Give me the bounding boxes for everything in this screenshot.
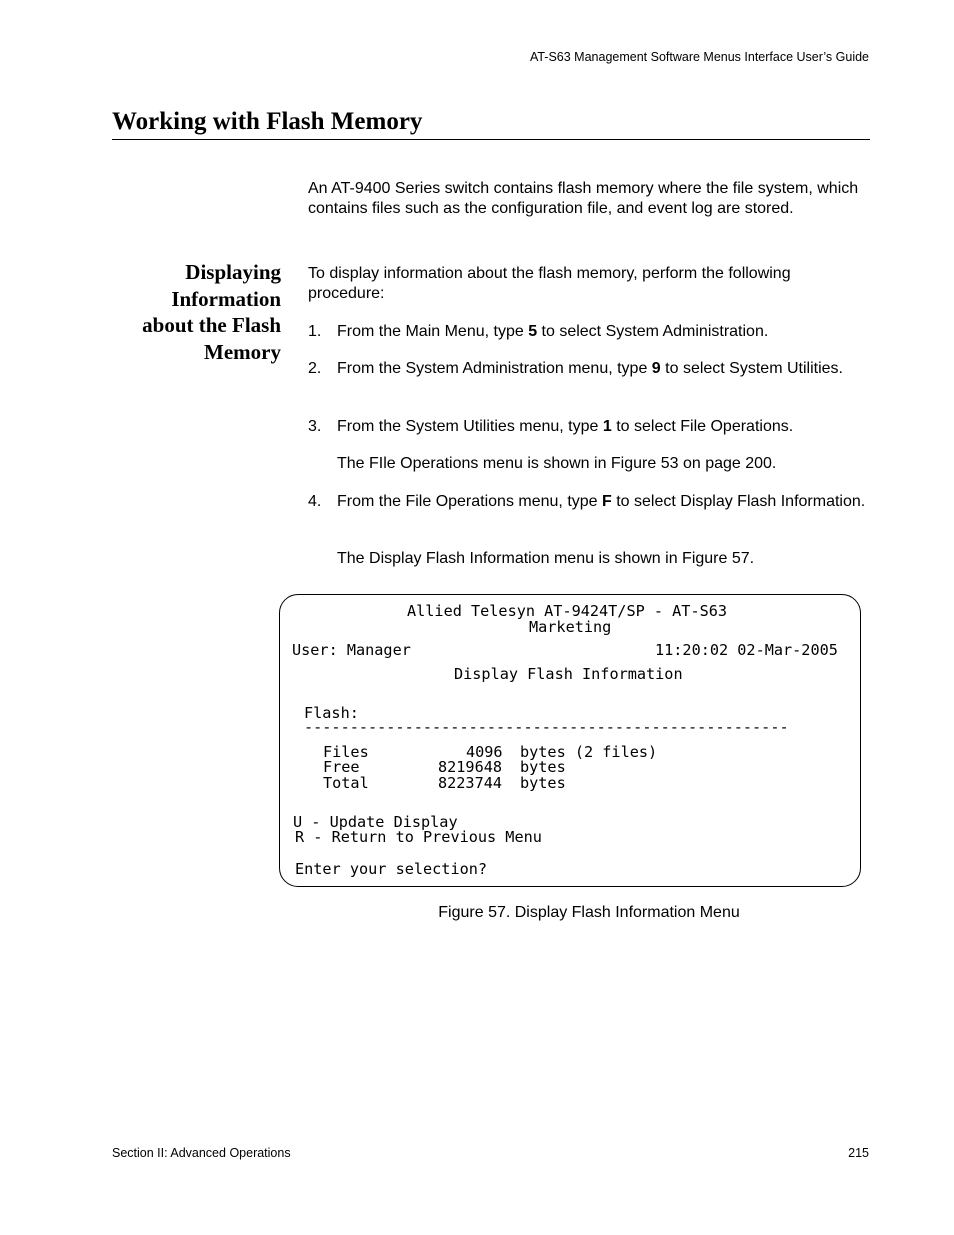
row-unit: bytes [520,758,566,776]
terminal-separator: ----------------------------------------------------- [304,718,789,736]
row-value: 8219648 [438,758,503,776]
subsection-heading-line: Memory [204,339,281,364]
terminal-screen [279,594,861,887]
running-header: AT-S63 Management Software Menus Interface User’s Guide [529,50,869,64]
step-key: 5 [528,323,538,340]
terminal-option-update: U - Update Display [293,813,458,831]
step-key: 1 [602,418,612,435]
step-key: F [602,493,612,510]
figure-caption: Figure 57. Display Flash Information Menu [438,904,740,921]
terminal-option-return: R - Return to Previous Menu [295,828,542,846]
row-unit: bytes [520,774,566,792]
step-text: From the Main Menu, type 5 to select System Administration. [337,323,769,340]
step-3-note: The FIle Operations menu is shown in Figure 53 on page 200. [337,455,777,472]
row-name: Total [323,774,369,792]
terminal-screen-title: Display Flash Information [454,665,683,683]
step-text: From the System Utilities menu, type 1 to select File Operations. [337,418,794,435]
subsection-heading [100,259,281,365]
step-text: From the System Administration menu, type 9 to select System Utilities. [337,360,843,377]
subsection-heading-line: Information [171,286,281,311]
terminal-title: Allied Telesyn AT-9424T/SP - AT-S63 [407,602,728,620]
step-text: From the File Operations menu, type F to select Display Flash Information. [337,493,866,510]
row-value: 8223744 [438,774,503,792]
step-key: 9 [651,360,661,377]
page-number: 215 [848,1146,869,1160]
step-number: 4. [308,493,322,510]
step-number: 1. [308,323,322,340]
subsection-heading-line: about the Flash [142,313,281,337]
title-rule [112,139,870,140]
subsection-heading-line: Displaying [185,260,281,284]
terminal-timestamp: 11:20:02 02-Mar-2005 [655,641,838,659]
step-number: 2. [308,360,322,377]
terminal-subtitle: Marketing [529,618,612,636]
terminal-prompt: Enter your selection? [295,860,488,878]
intro-paragraph: An AT-9400 Series switch contains flash memory where the file system, which contains files such as the configuration file, and event log are stored. [308,180,859,217]
terminal-user: User: Manager [292,641,411,659]
row-unit: bytes (2 files) [520,743,658,761]
step-number: 3. [308,418,322,435]
step-4-note: The Display Flash Information menu is shown in Figure 57. [337,550,755,567]
row-value: 4096 [466,743,503,761]
terminal-flash-label: Flash: [304,704,359,722]
section-title: Working with Flash Memory [112,108,423,135]
row-name: Files [323,743,369,761]
procedure-lead: To display information about the flash memory, perform the following procedure: [308,265,791,302]
footer-section: Section II: Advanced Operations [112,1146,291,1160]
row-name: Free [323,758,360,776]
